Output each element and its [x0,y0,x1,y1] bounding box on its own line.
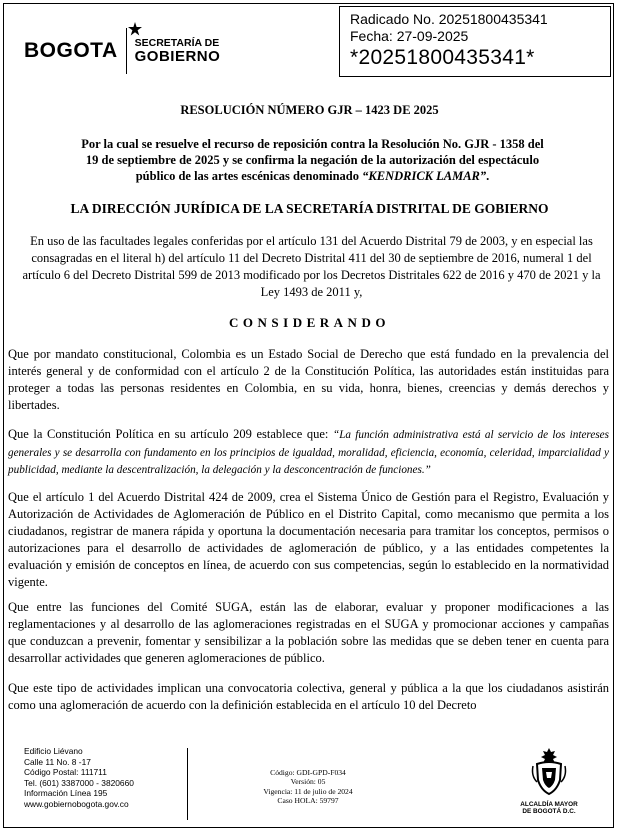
paragraph-text: Que la Constitución Política en su artículo 209 establece que: [8,427,333,441]
footer-address-line: Código Postal: 111711 [24,767,107,778]
considerando-paragraph-1: Que por mandato constitucional, Colombia es un Estado Social de Derecho que está fundado en la prevalencia del interés general y de conformidad con el artículo 2 de la Constitución Política, las autoridades están instituidas para proteger a todas las personas residentes en Colombia, en su vida, honra, bienes, creencias y demás derechos y libertades. [8,347,609,412]
radicado-barcode-text: *20251800435341* [350,46,535,69]
subtitle-line [40,168,585,184]
issuing-authority: LA DIRECCIÓN JURÍDICA DE LA SECRETARÍA DISTRITAL DE GOBIERNO [70,201,549,216]
logo-divider [126,28,127,74]
radicado-number: Radicado No. 20251800435341 [350,11,548,27]
logo-wordmark: BOGOTA [24,39,118,62]
star-icon [128,22,142,36]
seal-caption-line1: ALCALDÍA MAYOR [520,801,578,808]
bogota-logo [24,28,220,74]
constitution-quote: “La función administrativa está al servicio de los intereses generales y se desarrolla con fundamento en los principios de igualdad, moralidad, eficiencia, economía, celeridad, imparcialidad y publicidad, mediante la descentralización, la delegación y la desconcentración de funciones.” [8,429,610,476]
footer-code-line: Vigencia: 11 de julio de 2024 [263,786,353,796]
footer-address-line: Edificio Liévano [24,746,83,756]
footer-address-line: Calle 11 No. 8 -17 [24,756,91,767]
seal-caption-line2: DE BOGOTÁ D.C. [522,808,576,816]
considerando-heading: CONSIDERANDO [229,315,390,330]
footer-code-line: Código: GDI-GPD-F034 [270,768,346,777]
subtitle-line: 19 de septiembre de 2025 y se confirma la negación de la autorización del espectáculo [85,153,540,167]
footer-address [24,746,134,810]
subtitle-text: . [486,169,490,183]
considerando-paragraph-5: Que este tipo de actividades implican una convocatoria colectiva, general y pública a la que los ciudadanos asistirán como una aglomeración de acuerdo con la definición establecida en el artículo 10 del Decreto [8,681,609,712]
logo-entity-name [135,38,221,65]
footer-document-code [248,768,368,806]
logo-sub-line2: GOBIERNO [134,47,221,65]
considerando-paragraph-2 [8,426,609,479]
footer-divider [187,748,188,820]
resolution-title: RESOLUCIÓN NÚMERO GJR – 1423 DE 2025 [180,103,439,117]
preamble-paragraph: En uso de las facultades legales conferidas por el artículo 131 del Acuerdo Distrital 79 de 2003, y en especial las consagradas en el literal h) del artículo 11 del Decreto Distrital 411 del 30 de septiembre de 2016, numeral 1 del artículo 6 del Decreto Distrital 599 de 2013 modificado por los Decretos Distritales 622 de 2016 y 470 de 2021 y la Ley 1493 de 2011 y, [22,234,601,299]
footer-website: www.gobiernobogota.gov.co [24,798,129,809]
footer-address-line: Información Línea 195 [24,788,108,799]
event-name: “KENDRICK LAMAR” [362,169,487,183]
footer-address-line: Tel. (601) 3387000 - 3820660 [24,777,134,788]
considerando-paragraph-3: Que el artículo 1 del Acuerdo Distrital 424 de 2009, crea el Sistema Único de Gestión para el Registro, Evaluación y Autorización de Actividades de Aglomeración de Público en el Distrito Capital, como mecanismo que permita a los ciudadanos, registrar de manera rápida y oportuna la documentación necesaria para tramitar los conceptos, permisos o autorizaciones para el desarrollo de actividades de aglomeración de público, y a las entidades competentes la evaluación y emisión de conceptos en línea, de acuerdo con sus competencias, según lo establecido en la normatividad vigente. [8,490,609,589]
radicado-date: Fecha: 27-09-2025 [350,28,469,44]
bogota-coat-of-arms-icon [529,746,569,796]
alcaldia-seal [512,746,586,816]
logo-sub-line1: SECRETARÍA DE [134,36,220,49]
footer-code-line: Caso HOLA: 59797 [277,796,339,806]
footer-code-line: Versión: 05 [290,777,326,787]
resolution-subtitle [40,136,585,184]
subtitle-line: Por la cual se resuelve el recurso de reposición contra la Resolución No. GJR - 1358 del [81,137,544,151]
subtitle-text: público de las artes escénicas denominado [135,169,363,183]
radicado-box [339,6,611,77]
considerando-paragraph-4: Que entre las funciones del Comité SUGA, están las de elaborar, evaluar y proponer modificaciones a las reglamentaciones y al desarrollo de las aglomeraciones registradas en el SUGA y promocionar acciones y campañas que conduzcan a prevenir, fomentar y sensibilizar a la población sobre las medidas que se deben tener en cuenta para desarrollar actividades que generen aglomeraciones de público. [8,600,609,665]
